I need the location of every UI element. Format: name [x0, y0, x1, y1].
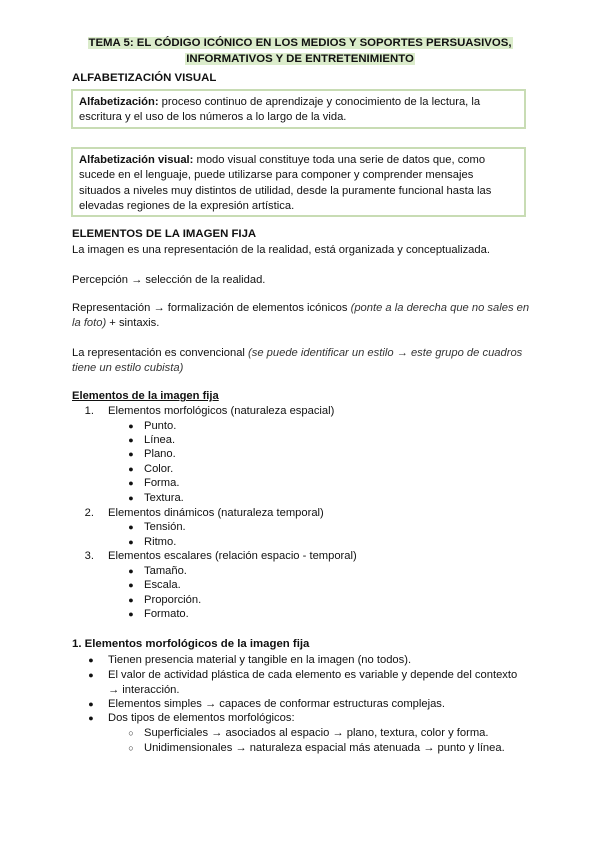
list-item: Línea.	[144, 434, 176, 446]
bullet-icon: ●	[128, 478, 134, 488]
bullet-icon: ●	[128, 421, 134, 431]
circle-bullet-icon: ○	[128, 728, 134, 738]
bullet-icon: ●	[128, 493, 134, 503]
list-item: Dos tipos de elementos morfológicos:	[108, 712, 295, 724]
paragraph	[72, 301, 530, 332]
list-number: 3.	[84, 550, 94, 562]
paragraph-note: (ponte a la derecha que no sales en la foto)	[72, 302, 530, 330]
section-heading-alfabetizacion: ALFABETIZACIÓN VISUAL	[72, 72, 217, 84]
circle-bullet-icon: ○	[128, 743, 134, 753]
list-item: Elementos escalares (relación espacio - temporal)	[108, 550, 357, 562]
paragraph: Percepción → selección de la realidad.	[72, 274, 266, 286]
list-item: Elementos simples → capaces de conformar estructuras complejas.	[108, 698, 446, 710]
list-item: Escala.	[144, 579, 181, 591]
bullet-icon: ●	[128, 580, 134, 590]
page-title	[0, 35, 600, 67]
list-item: Punto.	[144, 420, 177, 432]
bullet-icon: ●	[128, 609, 134, 619]
bullet-icon: ●	[128, 464, 134, 474]
list-item: Elementos morfológicos (naturaleza espacial)	[108, 405, 335, 417]
list-item: Plano.	[144, 448, 176, 460]
bullet-icon: ●	[88, 699, 94, 709]
definition-text: modo visual constituye toda una serie de datos que, como sucede en el lenguaje, puede utilizarse para componer y comprender mensajes situados a niveles muy distintos de utilidad, desde la puramente funcional hasta las elevadas regiones de la expresión artística.	[79, 154, 492, 213]
list-item: Color.	[144, 463, 174, 475]
bullet-icon: ●	[128, 435, 134, 445]
title-line-2: INFORMATIVOS Y DE ENTRETENIMIENTO	[186, 53, 414, 65]
paragraph-text: La representación es convencional	[72, 347, 249, 359]
list-item: Textura.	[144, 492, 184, 504]
list-item: Ritmo.	[144, 536, 177, 548]
bullet-icon: ●	[128, 537, 134, 547]
list-item: Tienen presencia material y tangible en la imagen (no todos).	[108, 654, 412, 666]
list-item: Elementos dinámicos (naturaleza temporal)	[108, 507, 324, 519]
list-item: Superficiales → asociados al espacio → plano, textura, color y forma.	[144, 727, 489, 739]
definition-text: proceso continuo de aprendizaje y conocimiento de la lectura, la escritura y el uso de los números a lo largo de la vida.	[79, 96, 481, 124]
bullet-icon: ●	[88, 713, 94, 723]
subheading-elementos: Elementos de la imagen fija	[72, 390, 219, 402]
paragraph-text: + sintaxis.	[106, 317, 160, 330]
list-item: Formato.	[144, 608, 189, 620]
section-heading-elementos: ELEMENTOS DE LA IMAGEN FIJA	[72, 228, 257, 240]
paragraph: La imagen es una representación de la realidad, está organizada y conceptualizada.	[72, 244, 490, 256]
paragraph	[72, 346, 530, 377]
list-number: 1.	[84, 405, 94, 417]
list-item: Tamaño.	[144, 565, 187, 577]
title-line-1: TEMA 5: EL CÓDIGO ICÓNICO EN LOS MEDIOS Y SOPORTES PERSUASIVOS,	[88, 37, 512, 49]
bullet-icon: ●	[128, 522, 134, 532]
definition-box-alfabetizacion	[71, 89, 526, 129]
bullet-icon: ●	[128, 449, 134, 459]
bullet-icon: ●	[128, 595, 134, 605]
list-item: Forma.	[144, 477, 180, 489]
list-item: Unidimensionales → naturaleza espacial más atenuada → punto y línea.	[144, 742, 505, 754]
paragraph-note: (se puede identificar un estilo → este grupo de cuadros tiene un estilo cubista)	[72, 347, 523, 375]
section-heading-morfologicos: 1. Elementos morfológicos de la imagen fija	[72, 638, 310, 650]
definition-term: Alfabetización:	[79, 96, 159, 108]
paragraph-text: Representación → formalización de elementos icónicos	[72, 302, 351, 314]
list-item: Proporción.	[144, 594, 202, 606]
bullet-icon: ●	[128, 566, 134, 576]
list-item: Tensión.	[144, 521, 186, 533]
list-item: El valor de actividad plástica de cada elemento es variable y depende del contexto → interacción.	[108, 669, 518, 696]
list-number: 2.	[84, 507, 94, 519]
bullet-icon: ●	[88, 670, 94, 680]
definition-box-alfabetizacion-visual	[71, 147, 526, 217]
definition-term: Alfabetización visual:	[79, 154, 194, 166]
bullet-icon: ●	[88, 655, 94, 665]
